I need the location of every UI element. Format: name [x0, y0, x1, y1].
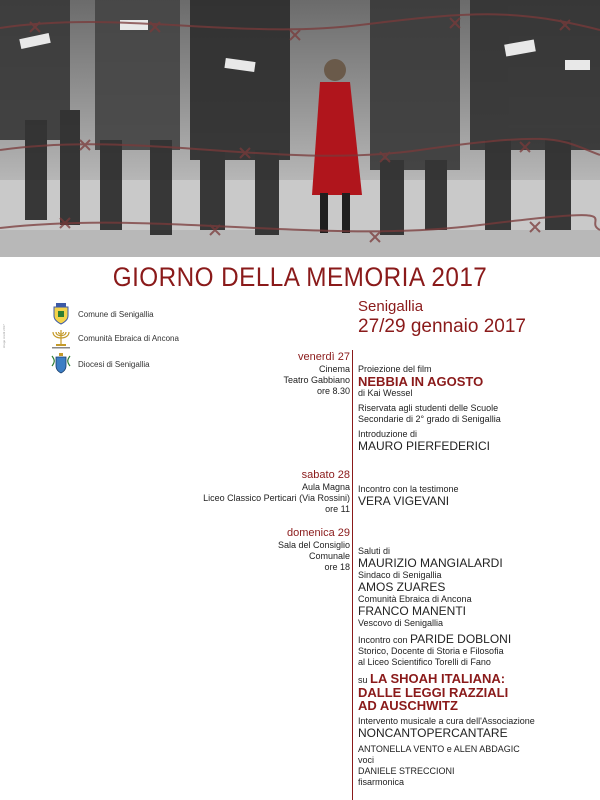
menorah-icon — [50, 326, 72, 350]
photo-illustration — [0, 0, 600, 257]
performers-names: ANTONELLA VENTO e ALEN ABDAGIC — [358, 744, 520, 754]
time-label: ore 8.30 — [316, 386, 350, 396]
time-label: ore 18 — [324, 562, 350, 572]
column-divider — [352, 350, 353, 800]
venue-line: Liceo Classico Perticari (Via Rossini) — [203, 493, 350, 503]
introduction-label: Introduzione di — [358, 429, 418, 439]
sponsor-label: Comunità Ebraica di Ancona — [78, 333, 179, 343]
sponsor-label: Comune di Senigallia — [78, 309, 154, 319]
venue-line: Teatro Gabbiano — [283, 375, 350, 385]
event-city: Senigallia — [358, 298, 424, 315]
speaker-role: Vescovo di Senigallia — [358, 618, 444, 628]
venue-line: Comunale — [308, 551, 350, 561]
topic-title: AD AUSCHWITZ — [358, 698, 458, 713]
saturday-venue — [203, 470, 350, 515]
witness-name: VERA VIGEVANI — [358, 494, 450, 508]
speaker-name: AMOS ZUARES — [358, 580, 446, 594]
meeting-guest: PARIDE DOBLONI — [410, 632, 512, 646]
venue-line: Aula Magna — [301, 482, 350, 492]
sunday-venue — [278, 528, 350, 573]
street-shadow — [0, 230, 600, 257]
introducer-name: MAURO PIERFEDERICI — [358, 439, 491, 453]
program-intro: Proiezione del film — [358, 364, 432, 374]
film-director: di Kai Wessel — [358, 388, 413, 398]
saturday-program — [358, 484, 598, 508]
bishop-crest-icon — [50, 352, 72, 376]
performer-name: DANIELE STRECCIONI — [358, 766, 455, 776]
association-name: NONCANTOPERCANTARE — [358, 726, 508, 740]
film-title: NEBBIA IN AGOSTO — [358, 374, 484, 389]
audience-line: Riservata agli studenti delle Scuole — [358, 403, 499, 413]
sunday-program — [358, 546, 598, 788]
speaker-name: MAURIZIO MANGIALARDI — [358, 556, 503, 570]
day-label: domenica 29 — [287, 527, 350, 539]
speaker-role: Comunità Ebraica di Ancona — [358, 594, 472, 604]
performers-role: voci — [358, 755, 375, 765]
day-label: sabato 28 — [301, 469, 350, 481]
header-photo — [0, 0, 600, 257]
performer-role: fisarmonica — [358, 777, 405, 787]
audience-line: Secondarie di 2° grado di Senigallia — [358, 414, 501, 424]
page-title: GIORNO DELLA MEMORIA 2017 — [112, 262, 488, 292]
friday-venue — [283, 352, 350, 397]
topic-line — [358, 672, 598, 686]
sponsor-diocesi — [50, 352, 150, 376]
venue-line: Sala del Consiglio — [277, 540, 350, 550]
time-label: ore 11 — [325, 504, 350, 514]
program-intro: Incontro con la testimone — [358, 484, 459, 494]
event-dates: 27/29 gennaio 2017 — [358, 316, 526, 337]
coat-of-arms-icon — [50, 302, 72, 326]
music-intro: Intervento musicale a cura dell'Associazione — [358, 716, 535, 726]
day-label: venerdì 27 — [298, 351, 350, 363]
topic-title: DALLE LEGGI RAZZIALI — [358, 685, 509, 700]
meeting-line — [358, 633, 598, 646]
guest-role: Storico, Docente di Storia e Filosofia — [358, 646, 504, 656]
speaker-role: Sindaco di Senigallia — [358, 570, 442, 580]
greetings-label: Saluti di — [358, 546, 391, 556]
topic-title: LA SHOAH ITALIANA: — [370, 671, 506, 686]
sponsor-label: Diocesi di Senigallia — [78, 359, 150, 369]
venue-line: Cinema — [318, 364, 350, 374]
friday-program — [358, 364, 598, 453]
speaker-name: FRANCO MANENTI — [358, 604, 466, 618]
sponsor-comune — [50, 302, 154, 326]
sponsor-comunita — [50, 326, 179, 350]
topic-prefix: su — [358, 675, 368, 685]
meeting-intro: Incontro con — [358, 635, 408, 645]
guest-role: al Liceo Scientifico Torelli di Fano — [358, 657, 491, 667]
photo-credit: image credit 2017 — [2, 324, 6, 348]
